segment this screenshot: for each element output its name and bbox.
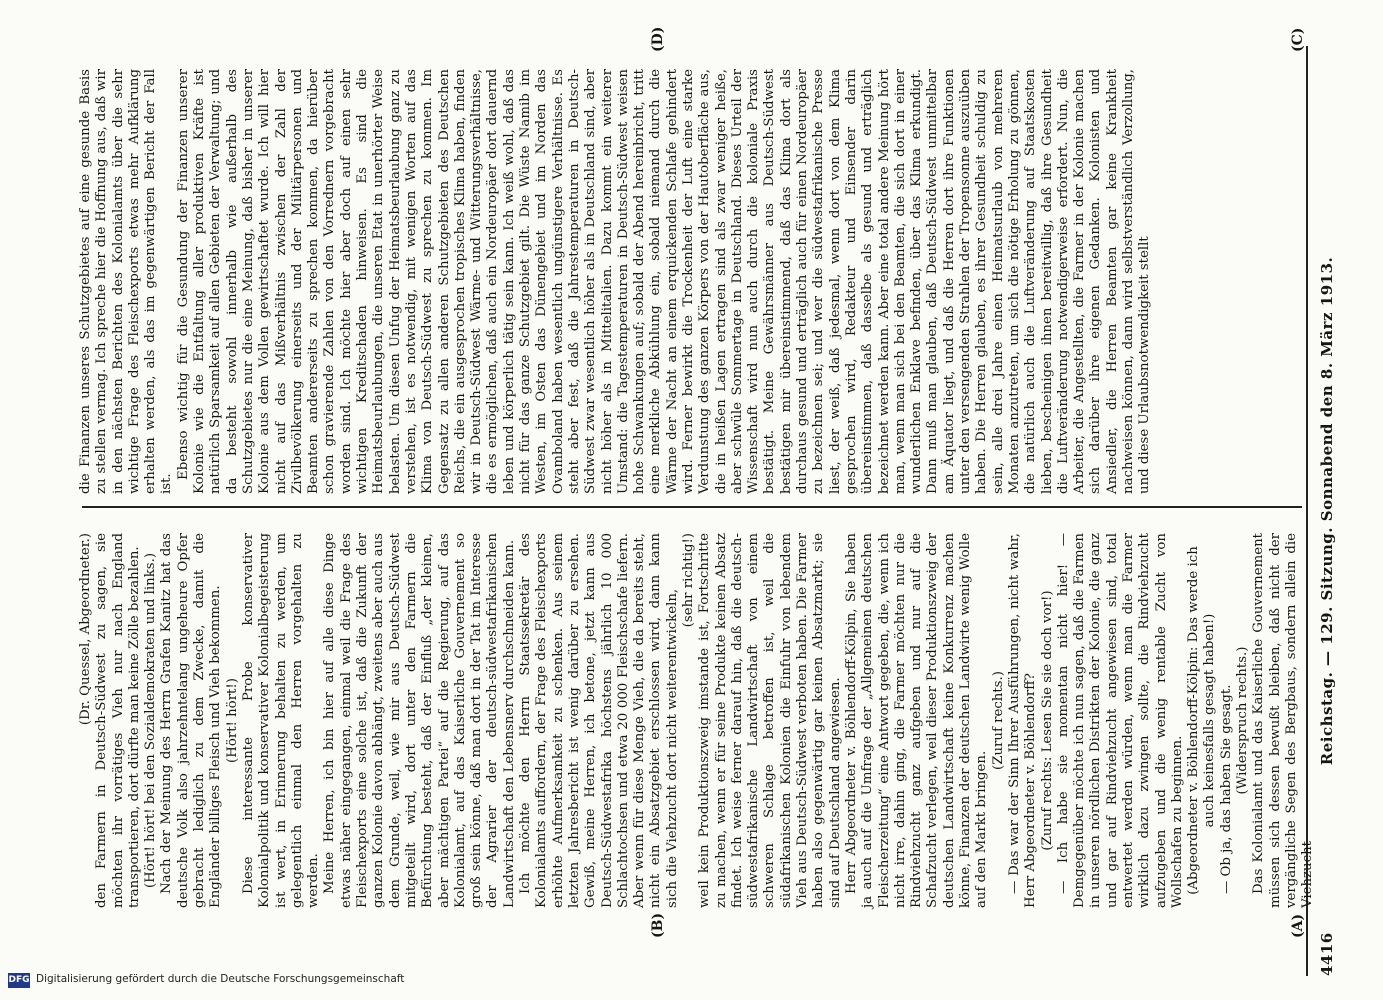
column-divider (82, 506, 1302, 508)
left-text-column (78, 533, 1316, 908)
paragraph: Meine Herren, ich bin hier auf alle diese Dinge etwas näher eingegangen, einmal weil die Frage des Fleischexports eine solche ist, daß die Zukunft der ganzen Kolonie davon abhängt, zweitens aber auch aus dem Grunde, weil, wie mir aus Deutsch-Südwest mitgeteilt wird, dort unter den Farmern die Befürchtung besteht, daß der Einfluß „der kleinen, aber mächtigen Partei“ auf die Regierung, auf das Kolonialamt, auf das Kaiserliche Gouvernement so groß sein könne, daß man dort in der Tat im Interesse der Agrarier der deutsch-südwestafrikanischen Landwirtschaft den Lebensnerv durchschneiden kann. (322, 533, 517, 908)
paragraph: Das Kolonialamt und das Kaiserliche Gouvernement müssen sich dessen bewußt bleiben, daß nicht der vergängliche Segen des Bergbaus, sondern allein die Viehzucht (1251, 533, 1316, 908)
paragraph: weil kein Produktionszweig imstande ist, Fortschritte zu machen, wenn er für seine Produkte keinen Absatz findet. Ich weise ferner darauf hin, daß die deutsch-südwestafrikanische Landwirtschaft von einem schweren Schlage betroffen ist, weil die südafrikanischen Kolonien die Einfuhr von lebendem Vieh aus Deutsch-Südwest verboten haben. Die Farmer haben also gegenwärtig gar keinen Absatzmarkt; sie sind auf Deutschland angewiesen. (697, 533, 843, 908)
paragraph: (sehr richtig!) (680, 533, 696, 628)
paragraph: (Hört! hört!) (224, 678, 240, 763)
page-footer (8, 972, 988, 992)
paragraph: (Hört! hört! bei den Sozialdemokraten und links.) (143, 552, 159, 889)
margin-marker-b: (B) (650, 912, 666, 938)
paragraph: — Ob ja, das haben Sie gesagt. (1218, 684, 1234, 894)
page-number: 4416 (1318, 932, 1336, 976)
paragraph: (Dr. Quessel, Abgeordneter.) (78, 533, 93, 726)
paragraph: — Das war der Sinn Ihrer Ausführungen, nicht wahr, Herr Abgeordneter v. Böhlendorff? (1006, 533, 1039, 908)
paragraph: (Zuruf rechts: Lesen Sie sie doch vor!) (1039, 590, 1055, 851)
margin-marker-a: (A) (1290, 913, 1306, 938)
digitization-credit: Digitalisierung gefördert durch die Deutsche Forschungsgemeinschaft (36, 973, 405, 985)
margin-marker-d: (D) (650, 26, 666, 52)
paragraph: (Abgeordneter v. Böhlendorff-Kölpin: Das werde ich auch keinesfalls gesagt haben!) (1186, 546, 1218, 895)
running-header (1318, 46, 1342, 976)
right-text-column (78, 69, 1300, 494)
running-title: Reichstag. — 129. Sitzung. Sonnabend den 8. März 1913. (1318, 256, 1336, 766)
paragraph: Ich möchte den Herrn Staatssekretär des Kolonialamts auffordern, der Frage des Fleischexports erhöhte Aufmerksamkeit zu schenken. Aus seinem letzten Jahresbericht ist wenig darüber zu ersehen. Gewiß, meine Herren, ich betone, jetzt kann aus Deutsch-Südwestafrika höchstens jährlich 10 000 Schlachtochsen und etwa 20 000 Fleischschafe liefern. Aber wenn für diese Menge Vieh, die da bereits steht, nicht ein Absatzgebiet erschlossen wird, dann kann sich die Viehzucht dort nicht weiterentwickeln, (518, 533, 680, 908)
margin-marker-c: (C) (1290, 27, 1306, 52)
paragraph: den Farmern in Deutsch-Südwest zu sagen, sie möchten ihr vorrätiges Vieh nur nach England transportieren, dort dürfte man keine Zölle bezahlen. (94, 533, 142, 908)
paragraph: — Ich habe sie momentan nicht hier! — Demgegenüber möchte ich nun sagen, daß die Farmen in unseren nördlichen Distrikten der Kolonie, die ganz und gar auf Rindviehzucht angewiesen sind, total entwertet werden würden, wenn man die Farmer wirklich dazu zwingen sollte, die Rindviehzucht aufzugeben und die wenig rentable Zucht von Wollschafen zu beginnen. (1055, 533, 1185, 908)
paragraph: Ebenso wichtig für die Gesundung der Finanzen unserer Kolonie wie die Entfaltung aller produktiven Kräfte ist natürlich Sparsamkeit auf allen Gebieten der Verwaltung; und da besteht sowohl innerhalb wie außerhalb des Schutzgebietes nur die eine Meinung, daß bisher in unserer Kolonie aus dem Vollen gewirtschaftet wurde. Ich will hier nicht auf das Mißverhältnis zwischen der Zahl der Zivilbevölkerung einerseits und der Militärpersonen und Beamten andererseits zu sprechen kommen, da hierüber schon gravierende Zahlen von den Vorrednern vorgebracht worden sind. Ich möchte hier aber doch auf einen sehr wichtigen Kreditschaden hinweisen. Es sind die Heimatsbeurlaubungen, die unseren Etat in unerhörter Weise belasten. Um diesen Unfug der Heimatsbeurlaubung ganz zu verstehen, ist es notwendig, mit wenigen Worten auf das Klima von Deutsch-Südwest zu sprechen zu kommen. Im Gegensatz zu allen anderen Schutzgebieten des Deutschen Reichs, die ein ausgesprochen tropisches Klima haben, finden wir in Deutsch-Südwest Wärme- und Witterungsverhältnisse, die es ermöglichen, daß auch ein Nordeuropäer dort dauernd leben und körperlich tätig sein kann. Ich weiß wohl, daß das nicht für das ganze Schutzgebiet gilt. Die Wüste Namib im Westen, im Osten das Dünengebiet und im Norden das Ovamboland haben wesentlich ungünstigere Verhältnisse. Es steht aber fest, daß die Jahrestemperaturen in Deutsch-Südwest zwar wesentlich höher als in Deutschland sind, aber nicht höher als in Mittelitalien. Dazu kommt ein weiterer Umstand: die Tagestemperaturen in Deutsch-Südwest weisen hohe Schwankungen auf; sobald der Abend hereinbricht, tritt eine merkliche Abkühlung ein, sobald niemand durch die Wärme der Nacht an einem erquickenden Schlafe gehindert wird. Ferner bewirkt die Trockenheit der Luft eine starke Verdunstung des ganzen Körpers von der Hautoberfläche aus, die in heißen Lagen ertragen sind als zwar weniger heiße, aber schwüle Sommertage in Deutschland. Dieses Urteil der Wissenschaft wird nun auch durch die koloniale Praxis bestätigt. Meine Gewährsmänner aus Deutsch-Südwest bestätigen mir übereinstimmend, daß das Klima dort als durchaus gesund und erträglich auch für einen Nordeuropäer zu bezeichnen sei; und wer die südwestafrikanische Presse liest, der weiß, daß jedesmal, wenn dort von dem Klima gesprochen wird, Redakteur und Einsender darin übereinstimmen, daß dasselbe als gesund und erträglich bezeichnet werden kann. Aber eine total andere Meinung hört man, wenn man sich bei den Beamten, die sich dort in einer wunderlichen Enklave befinden, über das Klima erkundigt. Dann muß man glauben, daß Deutsch-Südwest unmittelbar am Äquator liegt, und daß die Herren dort ihre Funktionen unter den versengenden Strahlen der Tropensonne auszuüben haben. Die Herren glauben, es ihrer Gesundheit schuldig zu sein, alle drei Jahre einen Heimatsurlaub von mehreren Monaten anzutreten, um sich die nötige Erholung zu gönnen, die natürlich auch die Luftveränderung auf Staatskosten lieben, bescheinigen ihnen bereitwillig, daß ihre Gesundheit die Luftveränderung notwendigerweise erfordert. Nun, die Arbeiter, die Angestellten, die Farmer in der Kolonie machen sich darüber ihre eigenen Gedanken. Kolonisten und Ansiedler, die Herren Beamten gar keine Krankheit nachweisen können, dann wird selbstverständlich Verzollung, und diese Urlaubsnotwendigkeit stellt (175, 69, 1153, 494)
paragraph: die Finanzen unseres Schutzgebietes auf eine gesunde Basis zu stellen vermag. Ich spreche hier die Hoffnung aus, daß wir in den nächsten Berichten des Kolonialamts über die sehr wichtige Frage des Fleischexports etwas mehr Aufklärung erhalten werden, als das im gegenwärtigen Bericht der Fall ist. (78, 69, 175, 494)
paragraph: Diese interessante Probe konservativer Kolonialpolitik und konservativer Kolonialbegeisterung ist wert, in Erinnerung behalten zu werden, um gelegentlich einmal den Herren vorgehalten zu werden. (240, 533, 322, 908)
paragraph: (Widerspruch rechts.) (1235, 646, 1251, 795)
paragraph: Herr Abgeordneter v. Böhlendorff-Kölpin, Sie haben ja auch auf die Umfrage der „Allgemeinen deutschen Fleischerzeitung“ eine Antwort gegeben, die, wenn ich nicht irre, dahin ging, die Farmer möchten nur die Rindviehzucht ganz aufgeben und nur auf die Schafzucht verlegen, weil dieser Produktionszweig der deutschen Landwirtschaft keine Konkurrenz machen könne, Finanzen der deutschen Landwirte wenig Wolle auf den Markt bringen. (843, 533, 990, 908)
paragraph: (Zuruf rechts.) (990, 671, 1006, 770)
dfg-logo: DFG (8, 973, 30, 988)
paragraph: Nach der Meinung des Herrn Grafen Kanitz hat das deutsche Volk also jahrzehntelang ungeheure Opfer gebracht lediglich zu dem Zwecke, damit die Engländer billiges Fleisch und Vieh bekommen. (159, 533, 224, 908)
